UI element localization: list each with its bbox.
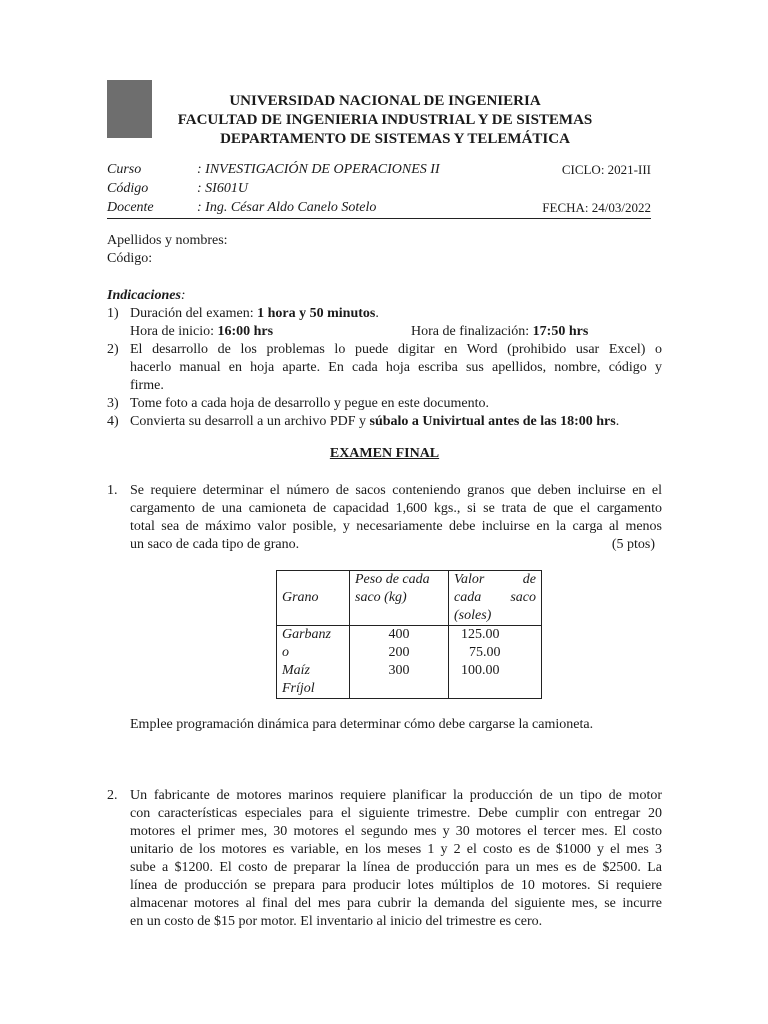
header-grano: Grano <box>277 571 350 626</box>
department-name: DEPARTAMENTO DE SISTEMAS Y TELEMÁTICA <box>220 131 570 147</box>
header-divider <box>107 218 651 219</box>
student-fields <box>107 232 662 268</box>
document-header <box>150 92 620 149</box>
student-code-field[interactable]: Código: <box>107 251 153 266</box>
university-name: UNIVERSIDAD NACIONAL DE INGENIERIA <box>229 93 541 109</box>
values: 125.00 75.00 100.00 <box>449 626 542 699</box>
cycle-value: CICLO: 2021-III <box>561 162 651 177</box>
problem-2-number: 2. <box>107 788 118 803</box>
university-logo <box>107 80 152 138</box>
exam-times <box>107 323 662 341</box>
header-peso: Peso de cada saco (kg) <box>350 571 449 626</box>
instructions-heading: Indicaciones: <box>107 288 186 303</box>
course-label: Curso <box>107 162 142 177</box>
table-header-row <box>277 571 542 626</box>
header-valor: Valor de cada saco (soles) <box>449 571 542 626</box>
end-time: 17:50 hrs <box>532 324 589 339</box>
problem-1-note: Emplee programación dinámica para determinar cómo debe cargarse la camioneta. <box>130 717 594 732</box>
start-time-label: Hora de inicio: <box>130 324 218 339</box>
course-info <box>107 160 651 217</box>
exam-title: EXAMEN FINAL <box>329 446 440 461</box>
code-label: Código <box>107 181 149 196</box>
teacher-value: : Ing. César Aldo Canelo Sotelo <box>197 200 377 215</box>
grain-table <box>276 570 542 699</box>
problem-2: 2. Un fabricante de motores marinos requiere planificar la producción de un tipo de motor con características especiales para el siguiente trimestre. Debe cumplir con entregar 20 motores el primer mes, 30 motores el segundo mes y 30 motores el tercer mes. El costo unitario de los motores es variable, en los meses 1 y 2 el costo es de $1000 y el mes 3 sube a $1200. El costo de preparar la línea de producción para un mes es de $2500. La línea de producción se prepara para producir lotes múltiplos de 10 motores. Si requiere almacenar motores al final del mes para cubrir la demanda del siguiente mes, se incurre en un costo de $15 por motor. El inventario al inicio del trimestre es cero. <box>107 788 662 929</box>
end-time-label: Hora de finalización: <box>411 324 533 339</box>
code-value: : SI601U <box>197 181 248 196</box>
instructions <box>107 287 662 431</box>
instruction-2: 2) El desarrollo de los problemas lo puede digitar en Word (prohibido usar Excel) o hacerlo manual en hoja aparte. En cada hoja escriba sus apellidos, nombre, código y firme. <box>107 342 662 393</box>
instruction-1: 1) Duración del examen: 1 hora y 50 minutos. <box>107 306 379 321</box>
problem-1-number: 1. <box>107 483 118 498</box>
teacher-label: Docente <box>107 200 154 215</box>
faculty-name: FACULTAD DE INGENIERIA INDUSTRIAL Y DE SISTEMAS <box>177 112 593 128</box>
instruction-4: 4) Convierta su desarroll a un archivo PDF y súbalo a Univirtual antes de las 18:00 hrs. <box>107 414 620 429</box>
table-row <box>277 626 542 699</box>
problem-1-points: (5 ptos) <box>611 537 655 552</box>
weights: 400 200 300 <box>350 626 449 699</box>
course-value: : INVESTIGACIÓN DE OPERACIONES II <box>197 162 440 177</box>
grain-names: Garbanz o Maíz Fríjol <box>277 626 350 699</box>
start-time: 16:00 hrs <box>217 324 274 339</box>
problem-1: 1. Se requiere determinar el número de sacos conteniendo granos que deben incluirse en el cargamento de una camioneta de capacidad 1,600 kgs., si se trata de que el cargamento total sea de máximo valor posible, y necesariamente debe incluirse en la carga al menos un saco de cada tipo de grano. (5 ptos) <box>107 483 662 552</box>
instruction-3: 3) Tome foto a cada hoja de desarrollo y pegue en este documento. <box>107 396 489 411</box>
student-name-field[interactable]: Apellidos y nombres: <box>107 233 228 248</box>
date-value: FECHA: 24/03/2022 <box>542 200 651 215</box>
